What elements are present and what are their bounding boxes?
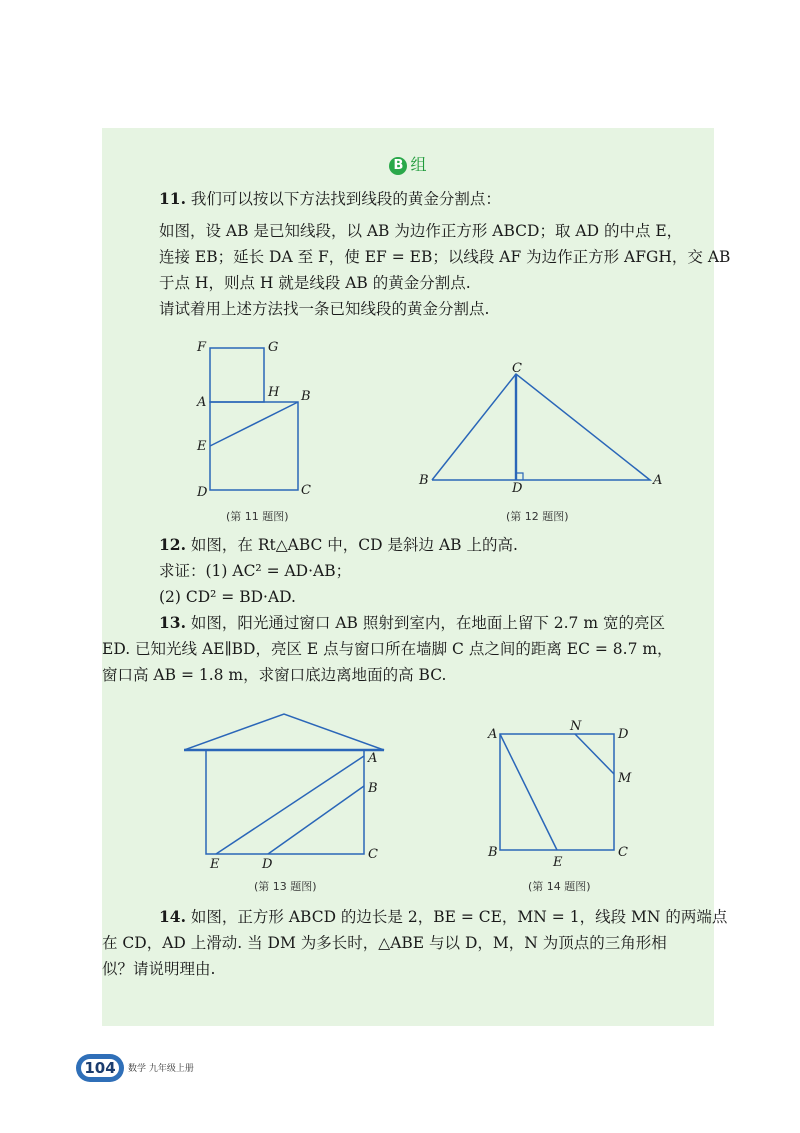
label-b: B bbox=[301, 389, 311, 404]
figure-12-caption: (第 12 题图) bbox=[506, 510, 569, 523]
label-m: M bbox=[618, 771, 632, 786]
page-number bbox=[76, 1054, 124, 1082]
q12-line3: (2) CD² = BD·AD. bbox=[159, 588, 296, 606]
q13-line2: ED. 已知光线 AE∥BD，亮区 E 点与窗口所在墙脚 C 点之间的距离 EC = 8.7 m， bbox=[102, 640, 673, 658]
exercise-panel bbox=[102, 128, 731, 1026]
figure-13 bbox=[184, 710, 390, 870]
q12-number: 12. bbox=[159, 535, 186, 554]
segment-nm bbox=[575, 734, 614, 774]
label-e: E bbox=[197, 439, 207, 454]
label-a: A bbox=[488, 727, 498, 742]
figure-12 bbox=[416, 360, 666, 492]
label-c: C bbox=[368, 847, 378, 862]
label-b: B bbox=[419, 473, 429, 488]
label-a: A bbox=[368, 751, 378, 766]
q11-line1 bbox=[159, 186, 699, 212]
label-b: B bbox=[488, 845, 498, 860]
q13-number: 13. bbox=[159, 613, 186, 632]
group-label: 组 bbox=[410, 155, 427, 174]
group-badge: B bbox=[389, 157, 407, 175]
q12-text1: 如图，在 Rt△ABC 中，CD 是斜边 AB 上的高. bbox=[190, 536, 518, 554]
label-b: B bbox=[368, 781, 378, 796]
triangle-abc bbox=[432, 374, 650, 480]
q12-line1 bbox=[159, 532, 699, 558]
q13-line1 bbox=[159, 610, 699, 636]
figure-11-caption: (第 11 题图) bbox=[226, 510, 289, 523]
label-c: C bbox=[618, 845, 628, 860]
q11-line2: 如图，设 AB 是已知线段，以 AB 为边作正方形 ABCD；取 AD 的中点 E， bbox=[159, 222, 683, 240]
q11-line5: 请试着用上述方法找一条已知线段的黄金分割点. bbox=[159, 300, 490, 318]
square-abcd bbox=[210, 402, 298, 490]
label-h: H bbox=[268, 385, 280, 400]
q14-number: 14. bbox=[159, 907, 186, 926]
label-n: N bbox=[570, 720, 582, 734]
label-g: G bbox=[268, 340, 279, 355]
figure-14-caption: (第 14 题图) bbox=[528, 880, 591, 893]
label-d: D bbox=[262, 857, 273, 870]
page-number-text: 104 bbox=[81, 1059, 118, 1077]
label-f: F bbox=[197, 340, 207, 355]
label-e: E bbox=[553, 855, 563, 870]
label-a: A bbox=[197, 395, 207, 410]
figure-13-caption: (第 13 题图) bbox=[254, 880, 317, 893]
figure-13-svg bbox=[184, 710, 390, 870]
segment-eb bbox=[210, 402, 298, 446]
label-c: C bbox=[512, 361, 522, 376]
square-abcd bbox=[500, 734, 614, 850]
label-e: E bbox=[210, 857, 220, 870]
ray-bd bbox=[268, 786, 364, 854]
q14-text1: 如图，正方形 ABCD 的边长是 2，BE = CE，MN = 1，线段 MN 的两端点 bbox=[190, 908, 728, 926]
group-heading bbox=[102, 152, 714, 175]
q11-text1: 我们可以按以下方法找到线段的黄金分割点： bbox=[190, 190, 501, 208]
q14-line1 bbox=[159, 904, 728, 930]
label-d: D bbox=[512, 481, 523, 492]
label-a: A bbox=[653, 473, 663, 488]
figure-14 bbox=[484, 720, 634, 870]
figure-12-svg bbox=[416, 360, 666, 492]
segment-ae bbox=[500, 734, 557, 850]
q13-text1: 如图，阳光通过窗口 AB 照射到室内，在地面上留下 2.7 m 宽的亮区 bbox=[190, 614, 665, 632]
figure-11-svg bbox=[192, 338, 322, 498]
figure-14-svg bbox=[484, 720, 634, 870]
q11-line3: 连接 EB；延长 DA 至 F，使 EF = EB；以线段 AF 为边作正方形 AFGH，交 AB bbox=[159, 248, 731, 266]
label-d: D bbox=[618, 727, 629, 742]
q11-number: 11. bbox=[159, 189, 186, 208]
label-c: C bbox=[301, 483, 311, 498]
q11-line4: 于点 H，则点 H 就是线段 AB 的黄金分割点. bbox=[159, 274, 471, 292]
figure-11 bbox=[192, 338, 322, 498]
q13-line3: 窗口高 AB = 1.8 m，求窗口底边离地面的高 BC. bbox=[102, 666, 447, 684]
q14-line2: 在 CD，AD 上滑动. 当 DM 为多长时，△ABE 与以 D，M，N 为顶点的三角形相 bbox=[102, 934, 667, 952]
square-afgh bbox=[210, 348, 264, 402]
book-title: 数学 九年级上册 bbox=[128, 1064, 194, 1074]
label-d: D bbox=[197, 485, 208, 498]
q14-line3: 似？请说明理由. bbox=[102, 960, 216, 978]
roof bbox=[184, 714, 384, 750]
q12-line2: 求证：(1) AC² = AD·AB； bbox=[159, 562, 352, 580]
